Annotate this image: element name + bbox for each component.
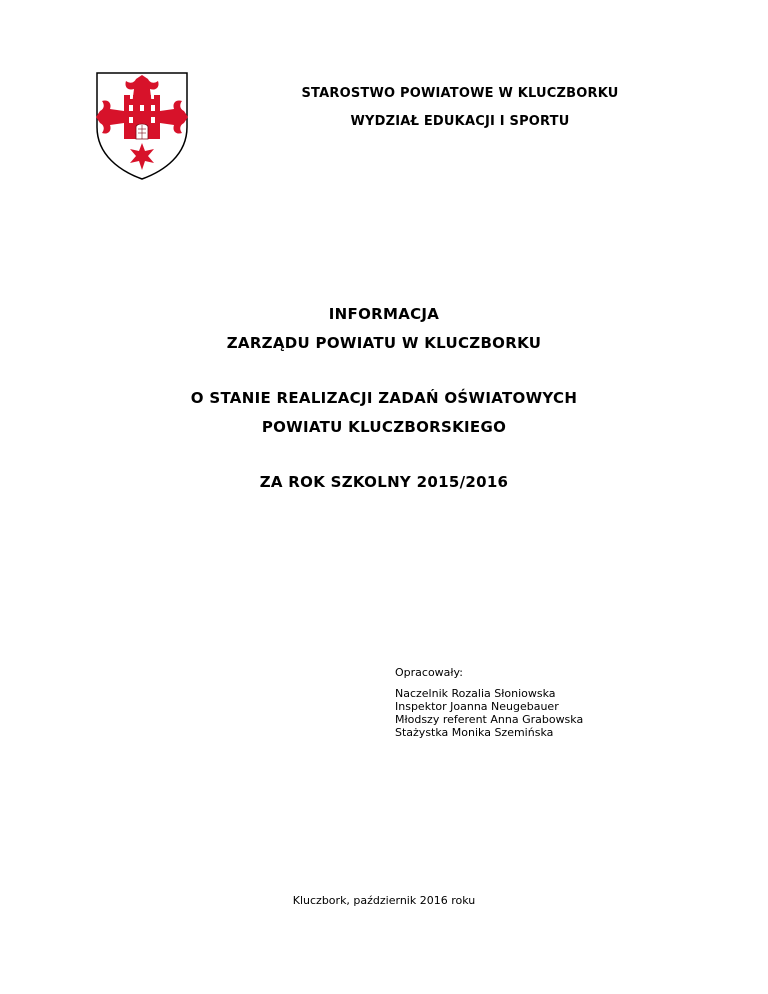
document-title-line-3: O STANIE REALIZACJI ZADAŃ OŚWIATOWYCH <box>190 389 578 407</box>
prepared-by-name: Młodszy referent Anna Grabowska <box>395 713 584 726</box>
document-title-line-1: INFORMACJA <box>328 305 440 323</box>
document-title-line-5: ZA ROK SZKOLNY 2015/2016 <box>259 473 509 491</box>
prepared-by-name: Naczelnik Rozalia Słoniowska <box>395 687 556 700</box>
prepared-by-block <box>395 666 583 739</box>
prepared-by-label: Opracowały: <box>395 666 463 679</box>
department-name: WYDZIAŁ EDUKACJI I SPORTU <box>350 114 570 129</box>
office-name: STAROSTWO POWIATOWE W KLUCZBORKU <box>301 86 619 101</box>
document-title-line-4: POWIATU KLUCZBORSKIEGO <box>261 418 507 436</box>
prepared-by-name: Inspektor Joanna Neugebauer <box>395 700 559 713</box>
prepared-by-name: Stażystka Monika Szemińska <box>395 726 554 739</box>
coat-of-arms-icon <box>94 71 190 181</box>
document-title-line-2: ZARZĄDU POWIATU W KLUCZBORKU <box>226 334 542 352</box>
place-and-date: Kluczbork, październik 2016 roku <box>292 894 476 907</box>
